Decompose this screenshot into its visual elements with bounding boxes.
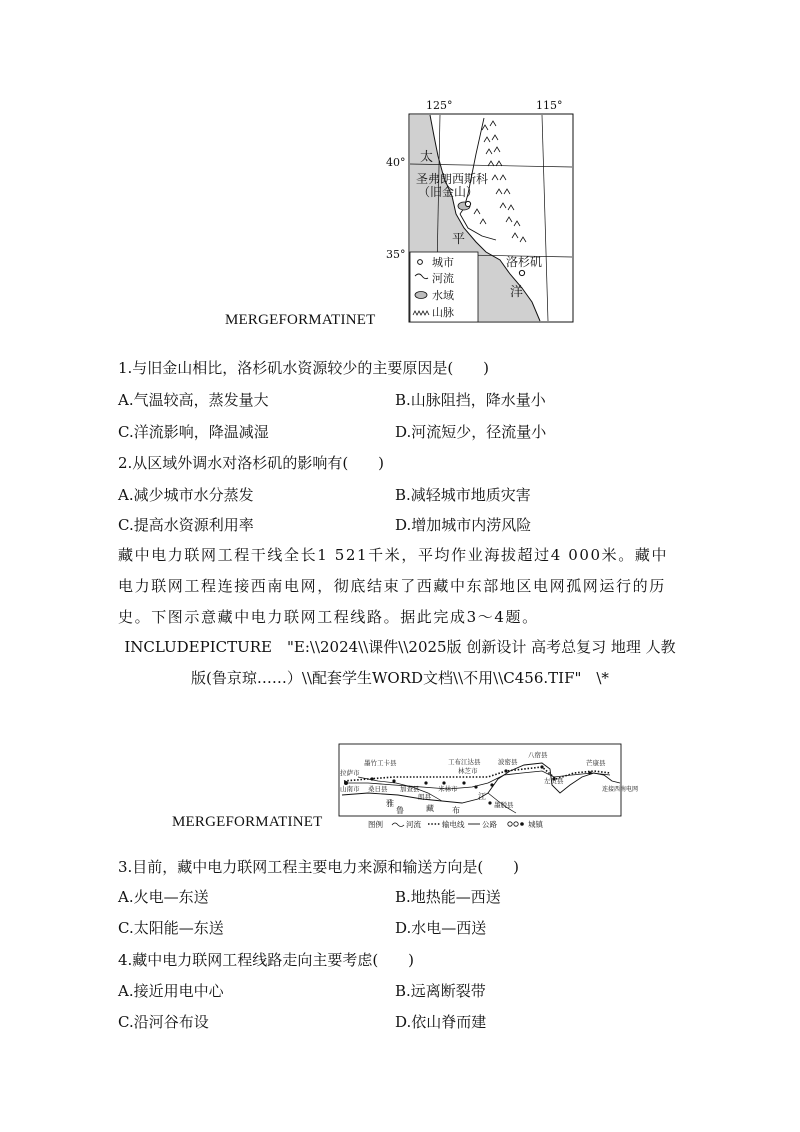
merge-field-2: MERGEFORMATINET [172,814,323,830]
ocean-char-yang: 洋 [510,285,524,300]
place-gongbogyamda: 工布江达县 [448,758,481,766]
q4-option-d: D.依山脊而建 [395,1013,487,1031]
la-city-icon [519,270,524,275]
legend-town-icon [514,822,518,826]
legend-city-label: 城市 [432,256,454,269]
ocean-char-ping: 平 [452,232,466,247]
place-zogang: 左贡县 [544,777,564,785]
place-lhasa: 拉萨市 [340,769,360,777]
legend-river-icon [392,823,404,827]
place-nyingchi: 林芝市 [458,767,478,775]
lon-label-125: 125° [426,99,453,112]
river-char-zang: 藏 [426,804,434,813]
la-label: 洛杉矶 [506,255,543,269]
q2-option-a: A.减少城市水分蒸发 [118,486,254,504]
passage-paragraph: 藏中电力联网工程干线全长1 521千米，平均作业海拔超过4 000米。藏中电力联网工程连接西南电网，彻底结束了西藏中东部地区电网孤网运行的历史。下图示意藏中电力联网工程线路。据此完成3～4题。 [118,546,669,626]
legend-water-label: 水域 [432,289,454,302]
legend-town-icon [508,822,512,826]
legend-river-label: 河流 [432,272,454,285]
q3-option-b: B.地热能—西送 [395,888,501,906]
legend-town-icon [520,822,524,826]
lat-label-40: 40° [386,156,406,169]
place-mainling: 米林市 [438,785,458,793]
include-picture-line-2: 版(鲁京琼……）\\配套学生WORD文档\\不用\\C456.TIF" \* [191,669,609,687]
place-nang: 朗县 [418,793,431,801]
place-markam: 芒康县 [586,759,606,767]
place-medog: 墨脱县 [494,801,514,809]
california-map [372,96,578,328]
place-sangri: 桑日县 [368,785,388,793]
q1-option-c: C.洋流影响，降温减湿 [118,423,269,441]
lat-label-35: 35° [386,248,406,261]
sf-label: 圣弗朗西斯科 [416,172,489,186]
q1-option-a: A.气温较高，蒸发量大 [118,391,269,409]
q4-option-c: C.沿河谷布设 [118,1013,209,1031]
q1-option-b: B.山脉阻挡，降水量小 [395,391,546,409]
q2-stem: 2.从区域外调水对洛杉矶的影响有( ) [118,454,385,472]
ocean-char-tai: 太 [420,150,434,165]
legend-city-icon [418,260,423,265]
q1-stem: 1.与旧金山相比，洛杉矶水资源较少的主要原因是( ) [118,359,490,377]
legend-road-label: 公路 [482,820,497,829]
include-picture-line-1: INCLUDEPICTURE "E:\\2024\\课件\\2025版 创新设计 高考总复习 地理 人教 [124,638,676,656]
lon-label-115: 115° [536,99,563,112]
merge-field-1: MERGEFORMATINET [225,312,376,328]
place-shannan: 山南市 [340,785,360,793]
tibet-grid-map [338,743,639,833]
legend-power-line-label: 输电线 [442,820,465,829]
connect-sw-grid-label: 连接西南电网 [602,786,639,793]
q3-option-a: A.火电—东送 [118,888,209,906]
legend-water-icon [415,292,427,299]
legend-mountain-label: 山脉 [432,306,454,319]
q3-option-c: C.太阳能—东送 [118,919,224,937]
place-gyaca: 加查县 [400,785,420,793]
river-char-lu: 鲁 [396,806,404,815]
q3-option-d: D.水电—西送 [395,919,487,937]
sf-city-icon [465,201,470,206]
q3-stem: 3.目前，藏中电力联网工程主要电力来源和输送方向是( ) [118,858,520,876]
q2-option-d: D.增加城市内涝风险 [395,516,532,534]
q2-option-c: C.提高水资源利用率 [118,516,254,534]
place-baxoi: 八宿县 [528,751,548,759]
sf-sublabel: （旧金山） [418,185,479,199]
legend-town-label: 城镇 [528,820,543,829]
river-char-bu: 布 [452,806,460,815]
q4-stem: 4.藏中电力联网工程线路走向主要考虑( ) [118,951,415,969]
q1-option-d: D.河流短少，径流量小 [395,423,547,441]
river-char-jiang: 江 [478,792,486,801]
q2-option-b: B.减轻城市地质灾害 [395,486,531,504]
q4-option-a: A.接近用电中心 [118,982,224,1000]
river-char-ya: 雅 [386,799,394,808]
map2-frame [339,744,621,816]
place-maizhokunggar: 墨竹工卡县 [364,759,397,767]
map2-legend-title: 图例 [368,820,383,829]
place-bomi: 波密县 [498,758,518,766]
legend-river-label: 河流 [406,820,421,829]
q4-option-b: B.远离断裂带 [395,982,486,1000]
